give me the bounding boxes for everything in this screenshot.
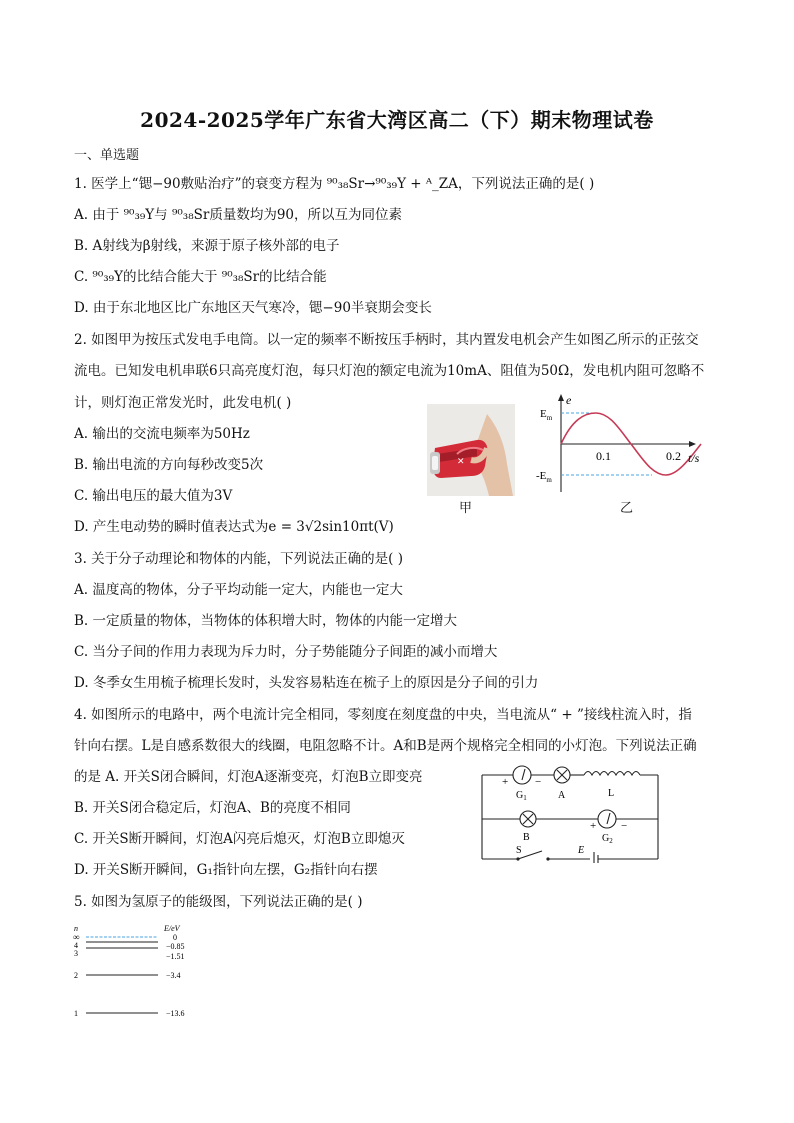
level-n-inf: ∞ [73, 932, 80, 942]
q2-option-a: A. 输出的交流电频率为50Hz [74, 426, 250, 442]
q4-stem-line2: 针向右摆。L是自感系数很大的线圈，电阻忽略不计。A和B是两个规格完全相同的小灯泡。下列说法正确 [74, 738, 697, 754]
levels-e-header: E/eV [164, 924, 180, 933]
q3-option-b: B. 一定质量的物体，当物体的体积增大时，物体的内能一定增大 [74, 613, 458, 629]
axis-em-label: $E_m$ [540, 408, 553, 422]
level-e-4: −0.85 [166, 942, 185, 951]
q2-option-d: D. 产生电动势的瞬时值表达式为e = 3√2sin10πt(V) [74, 519, 394, 535]
axis-neg-em-label: $-E_m$ [536, 470, 552, 484]
q1-option-a: A. 由于 ⁹⁰₃₉Y与 ⁹⁰₃₈Sr质量数均为90，所以互为同位素 [74, 207, 403, 223]
q4-option-b: B. 开关S闭合稳定后，灯泡A、B的亮度不相同 [74, 800, 351, 816]
g1-plus-label: + [502, 776, 509, 788]
level-e-2: −3.4 [166, 971, 181, 980]
figure-jia-label: 甲 [459, 500, 473, 515]
emf-sine-graph [532, 392, 712, 494]
inductor-l-label: L [608, 788, 615, 799]
hydrogen-energy-levels [70, 923, 210, 1023]
q5-stem: 5. 如图为氢原子的能级图，下列说法正确的是( ) [74, 894, 363, 910]
q1-stem: 1. 医学上“锶−90敷贴治疗”的衰变方程为 ⁹⁰₃₈Sr→⁹⁰₃₉Y + ᴬ_ZA，下列说法正确的是( ) [74, 176, 595, 192]
g2-label: $G_2$ [602, 833, 613, 845]
section-heading: 一、单选题 [74, 148, 140, 163]
svg-text:✕: ✕ [457, 456, 465, 466]
q1-option-b: B. A射线为β射线，来源于原子核外部的电子 [74, 238, 340, 254]
q3-stem: 3. 关于分子动理论和物体的内能，下列说法正确的是( ) [74, 551, 403, 567]
q3-option-c: C. 当分子间的作用力表现为斥力时，分子势能随分子间距的减小而增大 [74, 644, 498, 660]
figure-yi-label: 乙 [620, 500, 634, 515]
self-inductance-circuit [478, 763, 662, 863]
levels-n-header: n [74, 924, 78, 933]
page-title: 2024-2025学年广东省大湾区高二（下）期末物理试卷 [140, 108, 654, 132]
flashlight-photo [427, 404, 515, 496]
q3-option-a: A. 温度高的物体，分子平均动能一定大，内能也一定大 [74, 582, 403, 598]
g2-plus-label: + [590, 820, 597, 832]
switch-s-label: S [516, 845, 522, 856]
level-n-3: 3 [74, 949, 78, 958]
q4-option-c: C. 开关S断开瞬间，灯泡A闪亮后熄灭，灯泡B立即熄灭 [74, 831, 405, 847]
g2-minus-label: − [621, 820, 628, 832]
q4-stem-line3: 的是 A. 开关S闭合瞬间，灯泡A逐渐变亮，灯泡B立即变亮 [74, 769, 423, 785]
axis-t-label: t/s [688, 451, 700, 465]
level-n-2: 2 [74, 971, 78, 980]
q3-option-d: D. 冬季女生用梳子梳理长发时，头发容易粘连在梳子上的原因是分子间的引力 [74, 675, 539, 691]
tick-0-1: 0.1 [596, 449, 611, 463]
battery-e-label: E [578, 845, 585, 856]
q2-option-c: C. 输出电压的最大值为3V [74, 488, 233, 504]
level-e-inf: 0 [173, 933, 177, 942]
level-e-1: −13.6 [166, 1009, 185, 1018]
level-e-3: −1.51 [166, 952, 185, 961]
lamp-a-label: A [558, 790, 566, 801]
q1-option-d: D. 由于东北地区比广东地区天气寒冷，锶−90半衰期会变长 [74, 300, 432, 316]
g1-minus-label: − [535, 776, 542, 788]
level-n-4: 4 [74, 941, 78, 950]
axis-e-label: e [566, 393, 572, 407]
level-n-1: 1 [74, 1009, 78, 1018]
q4-stem-line1: 4. 如图所示的电路中，两个电流计完全相同，零刻度在刻度盘的中央，当电流从“ + ”接线柱流入时，指 [74, 707, 692, 723]
q4-option-d: D. 开关S断开瞬间，G₁指针向左摆，G₂指针向右摆 [74, 862, 378, 878]
tick-0-2: 0.2 [666, 449, 681, 463]
q2-option-b: B. 输出电流的方向每秒改变5次 [74, 457, 264, 473]
q2-stem-line1: 2. 如图甲为按压式发电手电筒。以一定的频率不断按压手柄时，其内置发电机会产生如图乙所示的正弦交 [74, 332, 699, 348]
q2-stem-line3: 计，则灯泡正常发光时，此发电机( ) [74, 395, 292, 411]
g1-label: $G_1$ [516, 790, 527, 802]
lamp-b-label: B [523, 832, 530, 843]
q2-stem-line2: 流电。已知发电机串联6只高亮度灯泡，每只灯泡的额定电流为10mA、阻值为50Ω，发电机内阻可忽略不 [74, 363, 705, 379]
q1-option-c: C. ⁹⁰₃₉Y的比结合能大于 ⁹⁰₃₈Sr的比结合能 [74, 269, 327, 285]
